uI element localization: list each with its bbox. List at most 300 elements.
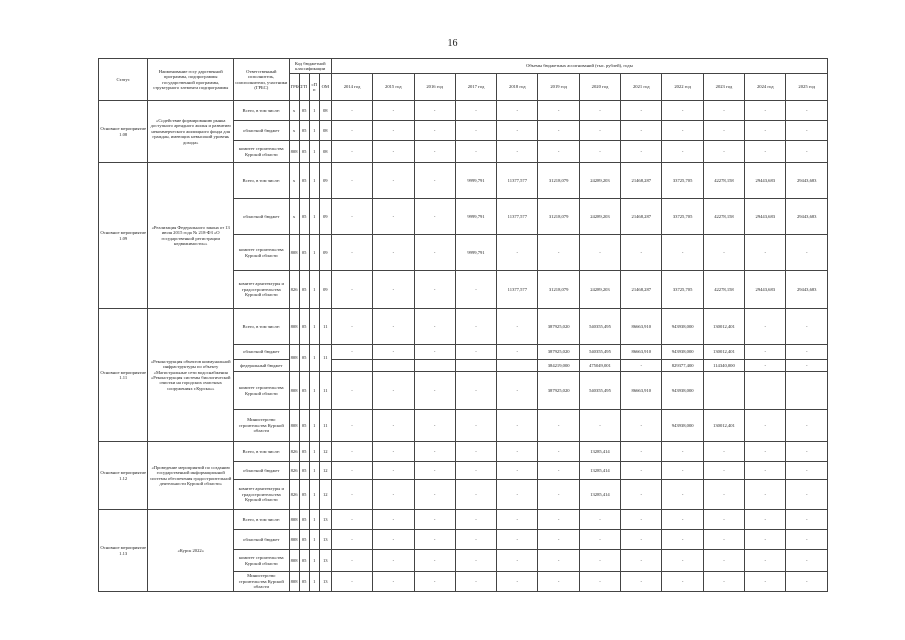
amount-cell: - [745,235,786,271]
amount-cell: - [538,550,579,572]
budget-code-cell: 05 [299,550,309,572]
executor-cell: Всего, в том числе: [234,101,289,121]
amount-cell: - [414,550,455,572]
budget-code-cell: 11 [319,410,331,442]
amount-cell: 9999,791 [455,235,496,271]
amount-cell: - [331,550,372,572]
budget-code-cell: 09 [319,199,331,235]
program-name-cell: «Реконструкция объектов коммунальной инфраструктуры по объекту «Магистральные сети водоснабжения «Реконструкция системы биологической очистки на городских очистных сооружениях г.Курска»» [148,309,234,442]
amount-cell: - [373,550,414,572]
amount-cell: - [373,163,414,199]
budget-code-cell: 808 [289,530,299,550]
amount-cell: - [621,530,662,550]
budget-code-cell: 05 [299,235,309,271]
amount-cell: - [414,309,455,345]
amount-cell: - [745,442,786,462]
amount-cell: 540355,495 [579,309,620,345]
budget-code-cell: 05 [299,480,309,510]
amount-cell: 29443,683 [745,163,786,199]
executor-cell: областной бюджет [234,199,289,235]
amount-cell: 42278,158 [703,163,744,199]
amount-cell: 29443,683 [786,163,828,199]
amount-cell: - [414,530,455,550]
budget-code-cell: 826 [289,462,299,480]
amount-cell: - [455,442,496,462]
budget-code-cell: 808 [289,345,299,372]
budget-code-cell: 1 [309,480,319,510]
executor-cell: Министерство строительства Курской области [234,410,289,442]
amount-cell: - [497,309,538,345]
amount-cell: 943938,000 [662,372,703,410]
amount-cell: 540355,495 [579,372,620,410]
status-cell: Основное мероприятие 1.11 [99,309,148,442]
budget-code-cell: х [289,199,299,235]
amount-cell: - [662,510,703,530]
amount-cell: - [621,235,662,271]
amount-cell: - [786,309,828,345]
header-name: Наименование госу дарственной программы, подпрограммы государственной программы, структурного элемента подпрограммы [148,59,234,101]
amount-cell: - [538,101,579,121]
amount-cell: - [786,530,828,550]
executor-cell: областной бюджет [234,530,289,550]
header-spending: Объемы бюджетных ассигнований (тыс. рублей), годы [331,59,827,74]
amount-cell: 31218,079 [538,163,579,199]
amount-cell: - [745,121,786,141]
amount-cell: - [497,510,538,530]
amount-cell: - [745,480,786,510]
budget-code-cell: 05 [299,530,309,550]
executor-cell: комитет строительства Курской области [234,141,289,163]
amount-cell: - [497,372,538,410]
amount-cell: - [497,442,538,462]
header-year: 2014 год [331,74,372,101]
header-budget-code: Код бюджетной классификации [289,59,331,74]
amount-cell: 33725,705 [662,163,703,199]
amount-cell: - [373,462,414,480]
amount-cell: - [373,530,414,550]
amount-cell: - [497,235,538,271]
amount-cell: 540355,495 [579,345,620,360]
amount-cell: - [414,480,455,510]
amount-cell: - [373,199,414,235]
amount-cell: - [786,235,828,271]
table-row [99,510,828,530]
status-cell: Основное мероприятие 1.09 [99,163,148,309]
amount-cell: - [579,235,620,271]
amount-cell: - [373,141,414,163]
amount-cell: - [786,345,828,360]
amount-cell: 31218,079 [538,271,579,309]
budget-code-cell: 1 [309,141,319,163]
amount-cell: - [331,271,372,309]
amount-cell: - [497,530,538,550]
status-cell: Основное мероприятие 1.12 [99,442,148,510]
amount-cell: - [497,345,538,360]
amount-cell: - [414,121,455,141]
amount-cell: - [621,360,662,372]
budget-code-cell: 808 [289,510,299,530]
amount-cell: - [662,101,703,121]
amount-cell: 86663,910 [621,345,662,360]
amount-cell: - [331,309,372,345]
amount-cell [414,360,455,372]
amount-cell: - [414,462,455,480]
amount-cell: - [373,235,414,271]
amount-cell: - [331,199,372,235]
amount-cell: - [414,163,455,199]
budget-code-cell: 808 [289,572,299,592]
executor-cell: Министерство строительства Курской области [234,572,289,592]
executor-cell: областной бюджет [234,121,289,141]
budget-code-cell: 09 [319,163,331,199]
table-header [99,59,828,101]
amount-cell: - [414,410,455,442]
program-name-cell: «Проведение мероприятий по созданию государственной информационной системы обеспечения градостроительной деятельности Курской области» [148,442,234,510]
amount-cell: 130012,401 [703,410,744,442]
status-cell: Основное мероприятие 1.13 [99,510,148,592]
header-year: 2018 год [497,74,538,101]
executor-cell: комитет архитектуры и градостроительства Курской области [234,480,289,510]
amount-cell: 42278,158 [703,271,744,309]
budget-code-cell: 1 [309,410,319,442]
amount-cell: 475049,001 [579,360,620,372]
amount-cell: 42278,158 [703,199,744,235]
budget-code-cell: 05 [299,372,309,410]
amount-cell: - [455,309,496,345]
amount-cell: 943938,000 [662,410,703,442]
amount-cell: - [621,442,662,462]
amount-cell: 24289,203 [579,199,620,235]
amount-cell: - [497,550,538,572]
amount-cell: 21468,287 [621,163,662,199]
budget-code-cell: 1 [309,530,319,550]
executor-cell: Всего, в том числе: [234,510,289,530]
header-year: 2015 год [373,74,414,101]
header-code-col: ОМ [319,74,331,101]
budget-code-cell: 08 [319,101,331,121]
amount-cell: 11377,577 [497,199,538,235]
amount-cell: - [373,101,414,121]
budget-code-cell: 1 [309,101,319,121]
executor-cell: областной бюджет [234,462,289,480]
status-cell: Основное мероприятие 1.08 [99,101,148,163]
amount-cell: - [786,101,828,121]
amount-cell: - [703,510,744,530]
header-year: 2020 год [579,74,620,101]
budget-code-cell: 826 [289,271,299,309]
amount-cell: - [497,141,538,163]
amount-cell [373,360,414,372]
amount-cell: 387925,020 [538,372,579,410]
budget-code-cell: 1 [309,309,319,345]
amount-cell: - [455,141,496,163]
amount-cell: - [745,550,786,572]
amount-cell: 130012,401 [703,309,744,345]
amount-cell: 86663,910 [621,309,662,345]
amount-cell: - [455,410,496,442]
amount-cell: 114340,000 [703,360,744,372]
budget-code-cell: 09 [319,235,331,271]
amount-cell [497,360,538,372]
amount-cell: - [373,345,414,360]
budget-code-cell: 05 [299,199,309,235]
amount-cell: - [745,141,786,163]
amount-cell: - [331,572,372,592]
budget-code-cell: 08 [319,141,331,163]
budget-code-cell: х [289,163,299,199]
budget-code-cell: 1 [309,462,319,480]
header-year: 2024 год [745,74,786,101]
amount-cell: - [662,141,703,163]
amount-cell: - [331,462,372,480]
header-year: 2016 год [414,74,455,101]
amount-cell: - [621,572,662,592]
table-row [99,163,828,199]
table-row [99,309,828,345]
budget-code-cell: 808 [289,410,299,442]
amount-cell: 13285,414 [579,462,620,480]
amount-cell: - [414,372,455,410]
amount-cell: - [703,572,744,592]
amount-cell: - [373,480,414,510]
budget-code-cell: 05 [299,101,309,121]
amount-cell: 943938,000 [662,309,703,345]
executor-cell: комитет строительства Курской области [234,235,289,271]
amount-cell: 29443,683 [745,199,786,235]
header-code-col: ГП [299,74,309,101]
amount-cell: 13285,414 [579,480,620,510]
amount-cell: - [331,442,372,462]
amount-cell: - [373,510,414,530]
amount-cell: - [538,530,579,550]
amount-cell: - [621,410,662,442]
amount-cell: - [455,101,496,121]
amount-cell: - [786,442,828,462]
budget-code-cell: 1 [309,199,319,235]
amount-cell: - [621,480,662,510]
amount-cell: - [745,572,786,592]
executor-cell: комитет строительства Курской области [234,550,289,572]
amount-cell: - [373,121,414,141]
amount-cell: - [621,462,662,480]
amount-cell: - [455,572,496,592]
amount-cell: - [455,510,496,530]
amount-cell: - [414,199,455,235]
header-year: 2023 год [703,74,744,101]
executor-cell: Всего, в том числе: [234,163,289,199]
budget-code-cell: 1 [309,235,319,271]
amount-cell: - [455,345,496,360]
amount-cell: - [579,550,620,572]
amount-cell: - [662,572,703,592]
header-code-col: ГРБС [289,74,299,101]
budget-code-cell: 05 [299,141,309,163]
header-year: 2017 год [455,74,496,101]
amount-cell: - [621,101,662,121]
amount-cell: - [373,309,414,345]
amount-cell: - [414,572,455,592]
budget-code-cell: 1 [309,345,319,372]
amount-cell: - [579,510,620,530]
executor-cell: федеральный бюджет [234,360,289,372]
amount-cell: - [373,572,414,592]
budget-code-cell: 826 [289,442,299,462]
amount-cell: - [331,141,372,163]
amount-cell [786,372,828,410]
amount-cell [331,360,372,372]
budget-code-cell: 1 [309,510,319,530]
amount-cell: - [703,101,744,121]
amount-cell: - [745,101,786,121]
budget-code-cell: 1 [309,442,319,462]
amount-cell: - [331,235,372,271]
amount-cell: - [455,550,496,572]
table-body [99,101,828,592]
amount-cell: - [455,271,496,309]
amount-cell: - [455,121,496,141]
amount-cell: - [538,235,579,271]
amount-cell: 24289,203 [579,271,620,309]
amount-cell: - [497,572,538,592]
header-year: 2019 год [538,74,579,101]
amount-cell: - [579,530,620,550]
program-name-cell: «Реализация Федерального закона от 13 июля 2015 года № 218-ФЗ «О государственной регистрации недвижимости»» [148,163,234,309]
budget-code-cell: 12 [319,480,331,510]
amount-cell: - [703,480,744,510]
budget-code-cell: 05 [299,309,309,345]
amount-cell: - [745,530,786,550]
amount-cell [745,372,786,410]
amount-cell: - [497,121,538,141]
amount-cell: - [745,345,786,360]
budget-code-cell: 1 [309,121,319,141]
amount-cell: 33725,705 [662,199,703,235]
table-row [99,442,828,462]
budget-code-cell: 13 [319,572,331,592]
amount-cell: - [621,510,662,530]
amount-cell: 29443,683 [786,271,828,309]
amount-cell: - [538,480,579,510]
budget-code-cell: 05 [299,345,309,372]
amount-cell: - [538,442,579,462]
amount-cell: - [331,345,372,360]
amount-cell: - [579,410,620,442]
header-year: 2025 год [786,74,828,101]
executor-cell: Всего, в том числе: [234,309,289,345]
amount-cell: - [786,462,828,480]
amount-cell: - [331,510,372,530]
amount-cell: - [703,530,744,550]
amount-cell: - [414,345,455,360]
amount-cell: - [331,530,372,550]
amount-cell: - [497,410,538,442]
amount-cell: - [331,410,372,442]
program-name-cell: «Курск 2022» [148,510,234,592]
amount-cell: - [745,510,786,530]
budget-code-cell: 05 [299,410,309,442]
budget-code-cell: 11 [319,372,331,410]
amount-cell: - [662,530,703,550]
amount-cell: 33725,705 [662,271,703,309]
amount-cell: 943938,000 [662,345,703,360]
amount-cell: - [745,360,786,372]
amount-cell [703,372,744,410]
amount-cell: - [538,141,579,163]
header-status: Статус [99,59,148,101]
page-number: 16 [447,38,458,49]
amount-cell [455,360,496,372]
amount-cell: - [662,550,703,572]
amount-cell: - [414,442,455,462]
executor-cell: Всего, в том числе: [234,442,289,462]
amount-cell: 21468,287 [621,199,662,235]
budget-code-cell: 12 [319,462,331,480]
executor-cell: комитет строительства Курской области [234,372,289,410]
amount-cell: - [786,550,828,572]
budget-code-cell: х [289,101,299,121]
budget-code-cell: 05 [299,572,309,592]
amount-cell: - [786,141,828,163]
amount-cell: - [455,462,496,480]
budget-code-cell: 808 [289,372,299,410]
amount-cell: - [579,101,620,121]
amount-cell: 29443,683 [786,199,828,235]
amount-cell: - [331,372,372,410]
amount-cell: 384219,000 [538,360,579,372]
budget-code-cell: 1 [309,572,319,592]
amount-cell: 387925,020 [538,345,579,360]
amount-cell: - [621,121,662,141]
amount-cell: - [579,121,620,141]
budget-code-cell: 13 [319,550,331,572]
amount-cell: - [414,271,455,309]
amount-cell: 21468,287 [621,271,662,309]
amount-cell: 29443,683 [745,271,786,309]
amount-cell: - [414,510,455,530]
amount-cell: - [703,141,744,163]
budget-table [98,58,828,592]
amount-cell: - [538,410,579,442]
amount-cell: - [497,462,538,480]
amount-cell: - [455,372,496,410]
budget-code-cell: 05 [299,121,309,141]
header-year: 2021 год [621,74,662,101]
amount-cell: - [703,121,744,141]
amount-cell: - [579,141,620,163]
amount-cell: - [579,572,620,592]
amount-cell: - [662,480,703,510]
budget-code-cell: 05 [299,163,309,199]
amount-cell: - [455,530,496,550]
amount-cell: 11377,577 [497,271,538,309]
amount-cell: - [703,462,744,480]
amount-cell: - [331,480,372,510]
budget-code-cell: 826 [289,480,299,510]
amount-cell: 13285,414 [579,442,620,462]
budget-code-cell: 05 [299,271,309,309]
header-year: 2022 год [662,74,703,101]
budget-code-cell: х [289,121,299,141]
budget-code-cell: 11 [319,309,331,345]
header-code-col: сП п [309,74,319,101]
budget-code-cell: 808 [289,550,299,572]
amount-cell: - [373,410,414,442]
budget-code-cell: 12 [319,442,331,462]
amount-cell: - [745,309,786,345]
amount-cell: - [331,101,372,121]
budget-code-cell: 808 [289,141,299,163]
amount-cell: - [455,480,496,510]
